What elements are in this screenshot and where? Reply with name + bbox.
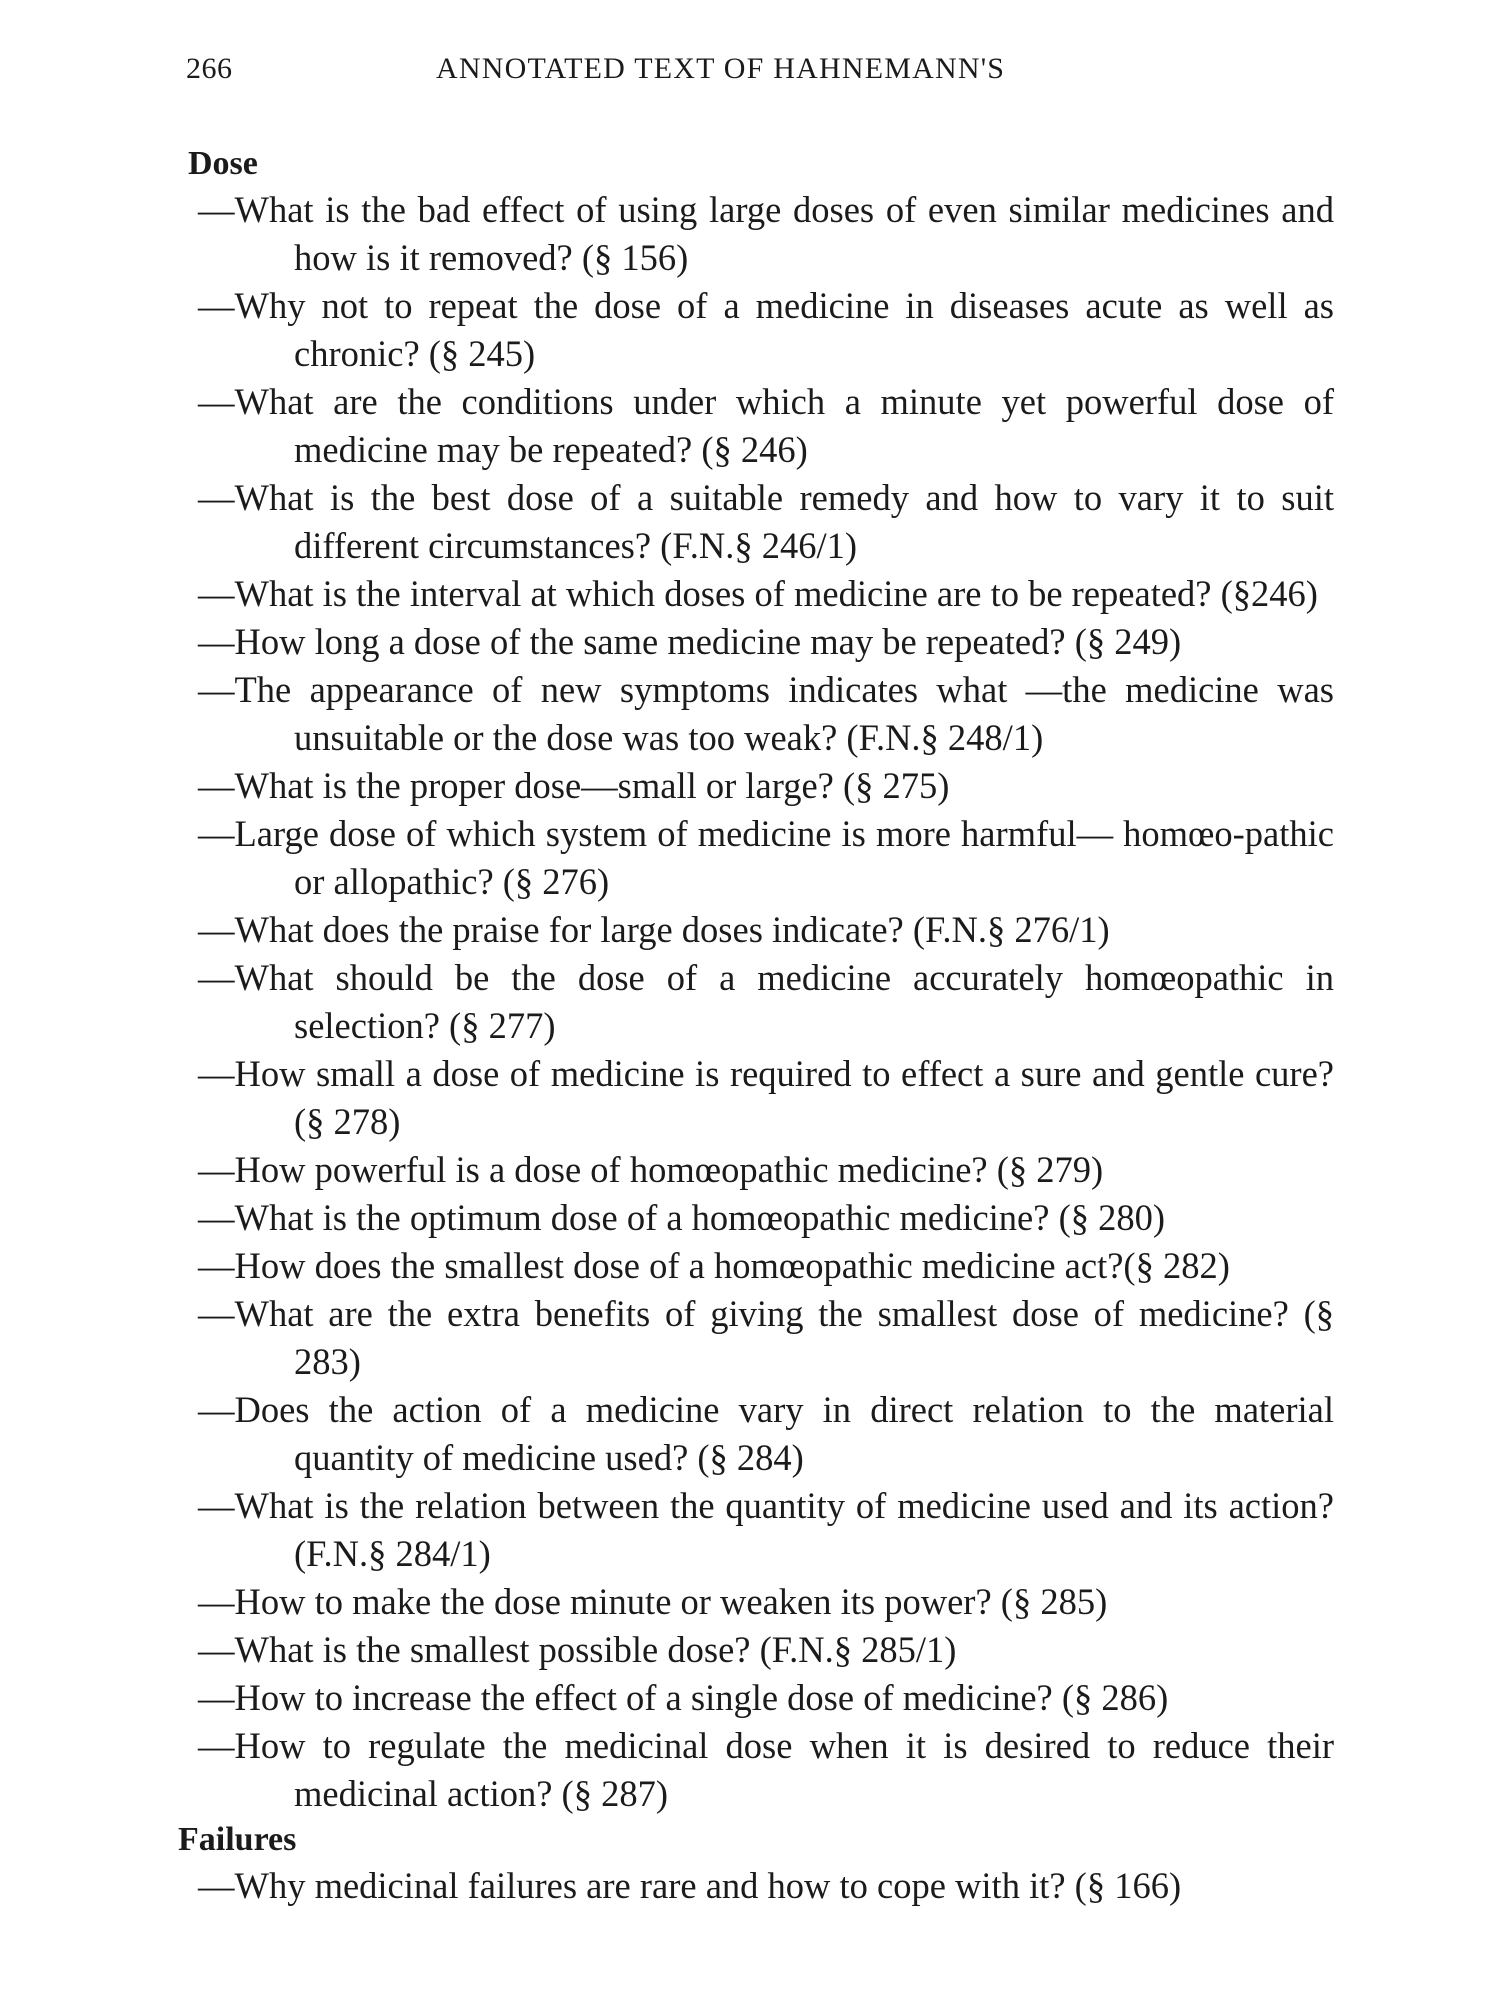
question-entry: —How does the smallest dose of a homœopathic medicine act?(§ 282) [198,1245,1230,1286]
running-head [186,52,1326,92]
question-entry: —Why medicinal failures are rare and how to cope with it? (§ 166) [198,1865,1182,1906]
question-entry: —What are the extra benefits of giving the smallest dose of medicine? (§ 283) [198,1293,1334,1382]
question-entry: —How long a dose of the same medicine may be repeated? (§ 249) [198,621,1182,662]
section-heading-dose: Dose [188,145,258,182]
question-entry: —How powerful is a dose of homœopathic medicine? (§ 279) [198,1149,1104,1190]
question-entry: —What is the smallest possible dose? (F.N.§ 285/1) [198,1629,957,1670]
running-title: ANNOTATED TEXT OF HAHNEMANN'S [436,52,1006,85]
section-heading-failures: Failures [178,1821,297,1858]
page-content [178,142,1334,1910]
question-entry: —Does the action of a medicine vary in direct relation to the material quantity of medicine used? (§ 284) [198,1389,1334,1478]
question-entry: —Large dose of which system of medicine is more harmful— homœo-pathic or allopathic? (§ 276) [198,813,1334,902]
question-entry: —What should be the dose of a medicine accurately homœopathic in selection? (§ 277) [198,957,1334,1046]
failures-question-list [184,1862,1334,1910]
question-entry: —What is the optimum dose of a homœopathic medicine? (§ 280) [198,1197,1166,1238]
page-number: 266 [186,52,233,85]
question-entry: —What does the praise for large doses indicate? (F.N.§ 276/1) [198,909,1110,950]
question-entry: —What is the best dose of a suitable remedy and how to vary it to suit different circumstances? (F.N.§ 246/1) [198,477,1334,566]
dose-question-list [184,186,1334,1818]
question-entry: —How to make the dose minute or weaken its power? (§ 285) [198,1581,1108,1622]
question-entry: —What is the relation between the quantity of medicine used and its action? (F.N.§ 284/1) [198,1485,1334,1574]
question-entry: —What is the proper dose—small or large? (§ 275) [198,765,950,806]
question-entry: —How to increase the effect of a single dose of medicine? (§ 286) [198,1677,1169,1718]
question-entry: —What is the interval at which doses of medicine are to be repeated? (§246) [198,573,1318,614]
question-entry: —What are the conditions under which a minute yet powerful dose of medicine may be repeated? (§ 246) [198,381,1334,470]
question-entry: —How to regulate the medicinal dose when it is desired to reduce their medicinal action? (§ 287) [198,1725,1334,1814]
question-entry: —The appearance of new symptoms indicates what —the medicine was unsuitable or the dose was too weak? (F.N.§ 248/1) [198,669,1334,758]
question-entry: —How small a dose of medicine is required to effect a sure and gentle cure? (§ 278) [198,1053,1334,1142]
question-entry: —What is the bad effect of using large doses of even similar medicines and how is it removed? (§ 156) [198,189,1334,278]
question-entry: —Why not to repeat the dose of a medicine in diseases acute as well as chronic? (§ 245) [198,285,1334,374]
